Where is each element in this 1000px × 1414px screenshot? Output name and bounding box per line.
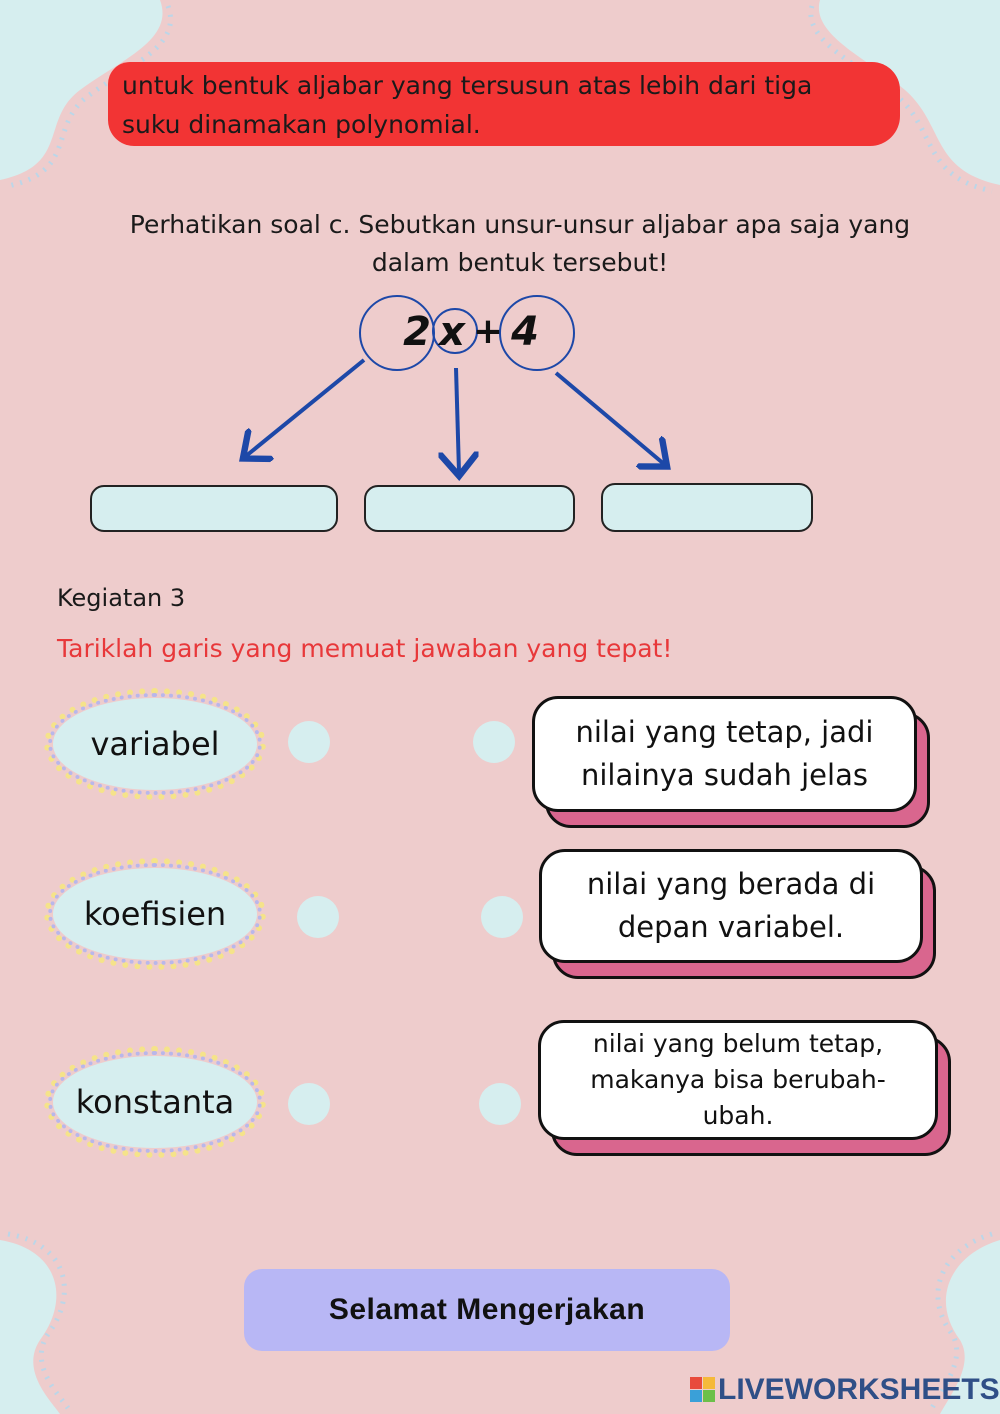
banner-line-2: suku dinamakan polynomial. [122,110,481,139]
arrow-left [246,360,364,456]
closing-message: Selamat Mengerjakan [244,1269,730,1351]
definition-3-line-2: makanya bisa berubah- [590,1065,886,1094]
left-dot-1[interactable] [288,721,330,763]
answer-box-1[interactable] [90,485,338,532]
expression-diagram [0,0,1000,560]
expression-variable: x [439,309,465,355]
right-dot-1[interactable] [473,721,515,763]
arrow-middle [456,368,459,472]
definition-2-line-2: depan variabel. [617,910,845,944]
definition-3-line-3: ubah. [702,1101,774,1130]
term-konstanta: konstanta [53,1056,257,1148]
expression-constant: 4 [511,309,539,355]
answer-box-3[interactable] [601,483,813,532]
definition-1-line-1: nilai yang tetap, jadi [575,715,874,749]
answer-box-2[interactable] [364,485,575,532]
arrow-right [556,373,664,464]
question-line-2: dalam bentuk tersebut! [371,248,669,277]
liveworksheets-logo-icon [690,1377,716,1403]
definition-card-3 [538,1020,938,1140]
right-dot-2[interactable] [481,896,523,938]
right-dot-3[interactable] [479,1083,521,1125]
brand-watermark [690,1373,1000,1407]
expression-operator: + [472,311,504,352]
definition-1-line-2: nilainya sudah jelas [581,758,868,792]
left-dot-2[interactable] [297,896,339,938]
term-variabel: variabel [53,698,257,790]
banner-line-1: untuk bentuk aljabar yang tersusun atas lebih dari tiga [122,71,813,100]
activity-instruction: Tariklah garis yang memuat jawaban yang tepat! [57,634,673,663]
definition-3-line-1: nilai yang belum tetap, [592,1029,884,1058]
left-dot-3[interactable] [288,1083,330,1125]
activity-title: Kegiatan 3 [57,584,186,612]
definition-card-2 [539,849,923,963]
term-koefisien: koefisien [53,868,257,960]
question-line-1: Perhatikan soal c. Sebutkan unsur-unsur aljabar apa saja yang [129,210,911,239]
definition-2-line-1: nilai yang berada di [586,867,876,901]
expression-coefficient: 2 [403,309,431,355]
definition-card-1 [532,696,917,812]
brand-name: LIVEWORKSHEETS [718,1373,1000,1406]
